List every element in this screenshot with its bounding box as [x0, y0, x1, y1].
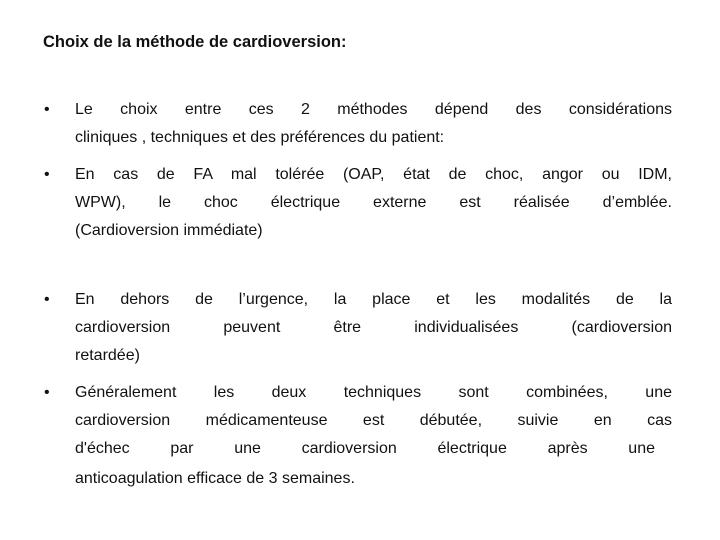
- bullet-2-line-2: WPW), le choc électrique externe est réalisée d’emblée.: [75, 194, 672, 211]
- bullet-4-line-2: cardioversion médicamenteuse est débutée, suivie en cas: [75, 412, 672, 429]
- bullet-3-line-1: En dehors de l’urgence, la place et les modalités de la: [75, 291, 672, 308]
- bullet-4-line-4: anticoagulation efficace de 3 semaines.: [75, 470, 355, 487]
- bullet-icon: •: [44, 291, 50, 308]
- bullet-2-line-1: En cas de FA mal tolérée (OAP, état de choc, angor ou IDM,: [75, 166, 672, 183]
- bullet-1-line-2: cliniques , techniques et des préférences du patient:: [75, 129, 445, 146]
- bullet-icon: •: [44, 101, 50, 118]
- bullet-4-line-3: d'échec par une cardioversion électrique après une: [75, 440, 655, 457]
- bullet-icon: •: [44, 384, 50, 401]
- bullet-icon: •: [44, 166, 50, 183]
- bullet-3-line-3: retardée): [75, 347, 140, 364]
- bullet-2-line-3: (Cardioversion immédiate): [75, 222, 263, 239]
- slide-title: Choix de la méthode de cardioversion:: [43, 33, 347, 51]
- bullet-1-line-1: Le choix entre ces 2 méthodes dépend des considérations: [75, 101, 672, 118]
- bullet-4-line-1: Généralement les deux techniques sont combinées, une: [75, 384, 672, 401]
- bullet-3-line-2: cardioversion peuvent être individualisées (cardioversion: [75, 319, 672, 336]
